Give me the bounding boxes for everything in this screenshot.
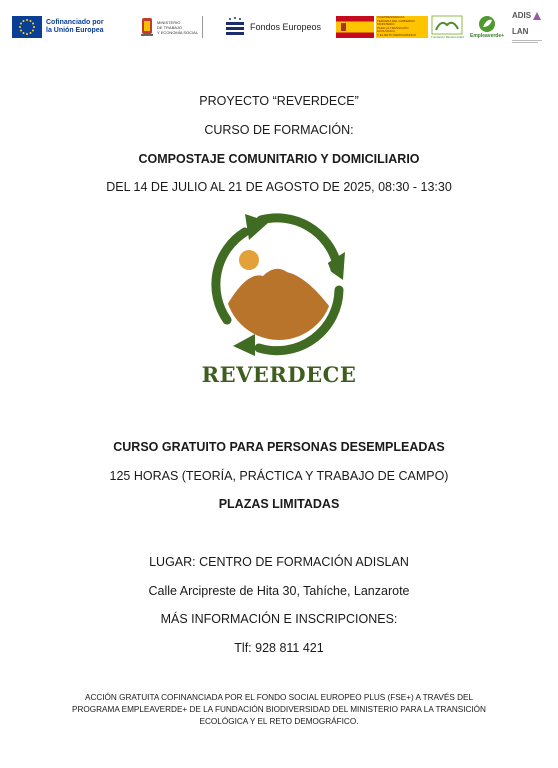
adislan-mark-icon bbox=[532, 11, 542, 21]
eu-text-line2: la Unión Europea bbox=[46, 27, 104, 34]
location-place: LUGAR: CENTRO DE FORMACIÓN ADISLAN bbox=[149, 555, 409, 569]
info-heading: MÁS INFORMACIÓN E INSCRIPCIONES: bbox=[160, 612, 398, 626]
reverdece-emblem-icon bbox=[199, 208, 359, 360]
limited-places: PLAZAS LIMITADAS bbox=[218, 497, 340, 511]
spain-flag-icon bbox=[336, 16, 374, 38]
adislan-line1: ADIS bbox=[512, 10, 532, 20]
vicepresidencia-line1: VICEPRESIDENCIA bbox=[377, 15, 405, 19]
free-course-notice: CURSO GRATUITO PARA PERSONAS DESEMPLEADAS bbox=[113, 440, 445, 454]
fundacion-biodiversidad-logo bbox=[431, 10, 464, 44]
footer-line2: PROGRAMA EMPLEAVERDE+ DE LA FUNDACIÓN BIODIVERSIDAD DEL MINISTERIO PARA LA TRANSICIÓN bbox=[72, 705, 486, 714]
location-address: Calle Arcipreste de Hita 30, Tahíche, Lanzarote bbox=[148, 584, 410, 598]
vicepresidencia-line2: TERCERA DEL GOBIERNO bbox=[377, 18, 415, 23]
vicepresidencia-line5: Y EL RETO DEMOGRÁFICO bbox=[377, 32, 416, 37]
adislan-logo bbox=[512, 10, 546, 44]
brand-name: REVERDECE bbox=[201, 362, 357, 387]
empleaverde-leaf-icon bbox=[478, 15, 496, 33]
fundacion-biodiversidad-icon bbox=[431, 15, 463, 35]
fondos-europeos-logo bbox=[224, 10, 321, 44]
phone-number: Tlf: 928 811 421 bbox=[234, 641, 324, 655]
spain-crest-icon bbox=[140, 16, 154, 38]
ministerio-trabajo-logo bbox=[140, 10, 203, 44]
footer-line1: ACCIÓN GRATUITA COFINANCIADA POR EL FONDO SOCIAL EUROPEO PLUS (FSE+) A TRAVÉS DEL bbox=[85, 693, 473, 702]
logo-divider bbox=[202, 16, 203, 38]
vicepresidencia-line3: MINISTERIO bbox=[377, 22, 395, 27]
ministerio-line1: MINISTERIO bbox=[157, 19, 181, 25]
adislan-line2: LAN bbox=[512, 26, 529, 36]
fondos-europeos-icon bbox=[224, 16, 246, 38]
ministerio-line2: DE TRABAJO bbox=[157, 24, 183, 30]
ministerio-line3: Y ECONOMÍA SOCIAL bbox=[157, 29, 199, 35]
course-hours: 125 HORAS (TEORÍA, PRÁCTICA Y TRABAJO DE CAMPO) bbox=[109, 469, 449, 483]
empleaverde-logo bbox=[470, 10, 504, 44]
eu-flag-icon bbox=[12, 16, 42, 38]
footer-line3: ECOLÓGICA Y EL RETO DEMOGRÁFICO. bbox=[199, 717, 359, 726]
eu-text-line1: Cofinanciado por bbox=[46, 19, 104, 26]
fundacion-label: Fundación Biodiversidad bbox=[431, 35, 464, 39]
empleaverde-label: Empleaverde+ bbox=[470, 33, 505, 39]
gobierno-espana-logo bbox=[336, 10, 428, 44]
course-type: CURSO DE FORMACIÓN: bbox=[204, 123, 354, 137]
adislan-subtext bbox=[512, 40, 546, 43]
fondos-europeos-label: Fondos Europeos bbox=[250, 22, 322, 32]
course-title: COMPOSTAJE COMUNITARIO Y DOMICILIARIO bbox=[138, 152, 420, 166]
course-dates: DEL 14 DE JULIO AL 21 DE AGOSTO DE 2025, 08:30 - 13:30 bbox=[106, 180, 452, 194]
footer-note bbox=[0, 692, 558, 728]
project-name: PROYECTO “REVERDECE” bbox=[199, 94, 359, 108]
eu-logo bbox=[12, 10, 104, 44]
logo-bar bbox=[12, 10, 546, 44]
vicepresidencia-line4: PARA LA TRANSICIÓN ECOLÓGICA bbox=[377, 25, 409, 34]
